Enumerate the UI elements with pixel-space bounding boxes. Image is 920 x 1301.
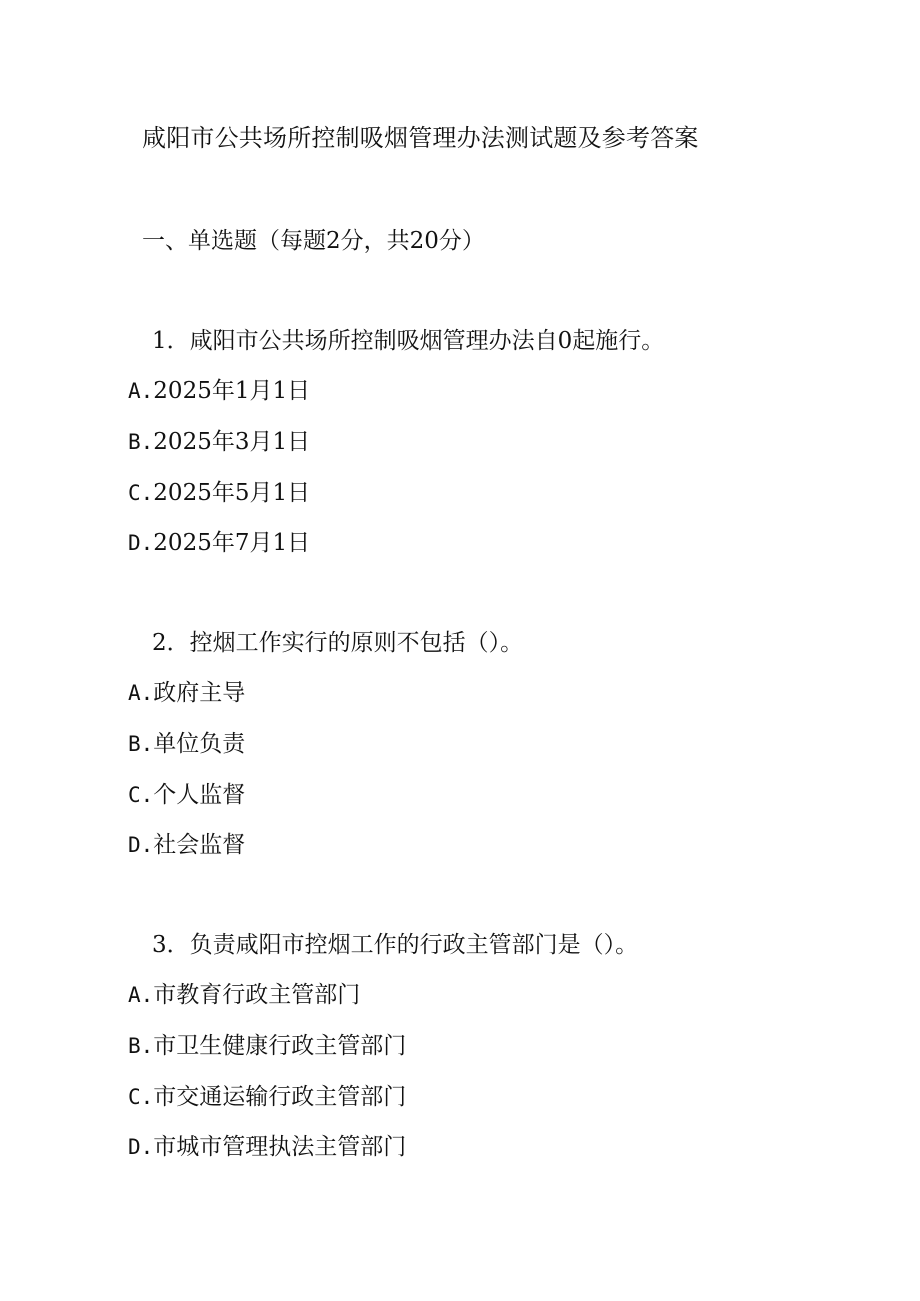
option-text: 社会监督 xyxy=(153,832,246,858)
option-text: 2025年1月1日 xyxy=(153,378,311,404)
option-letter: C. xyxy=(128,1085,154,1109)
option-text: 2025年5月1日 xyxy=(153,480,311,506)
option-b xyxy=(128,423,310,456)
option-letter: A. xyxy=(128,379,154,403)
option-text: 政府主导 xyxy=(153,680,246,706)
option-d xyxy=(128,1128,406,1161)
option-text: 单位负责 xyxy=(153,731,246,757)
question-stem: 3．负责咸阳市控烟工作的行政主管部门是（）。 xyxy=(152,932,639,958)
option-letter: B. xyxy=(128,430,154,454)
question-stem: 2．控烟工作实行的原则不包括（）。 xyxy=(152,630,524,656)
option-a xyxy=(128,976,360,1009)
question-stem: 1．咸阳市公共场所控制吸烟管理办法自0起施行。 xyxy=(152,328,665,354)
option-text: 2025年3月1日 xyxy=(153,429,311,455)
option-b xyxy=(128,725,245,758)
option-text: 市教育行政主管部门 xyxy=(153,982,361,1008)
option-letter: C. xyxy=(128,783,154,807)
option-text: 市城市管理执法主管部门 xyxy=(153,1134,407,1160)
section-heading: 一、单选题（每题2分，共20分） xyxy=(142,228,485,254)
option-d xyxy=(128,524,310,557)
option-c xyxy=(128,1078,406,1111)
option-text: 市卫生健康行政主管部门 xyxy=(153,1033,407,1059)
option-b xyxy=(128,1027,406,1060)
option-letter: A. xyxy=(128,983,154,1007)
option-letter: A. xyxy=(128,681,154,705)
option-c xyxy=(128,776,245,809)
option-c xyxy=(128,474,310,507)
document-title: 咸阳市公共场所控制吸烟管理办法测试题及参考答案 xyxy=(142,124,699,152)
option-letter: D. xyxy=(128,1135,154,1159)
option-a xyxy=(128,674,245,707)
option-letter: D. xyxy=(128,833,154,857)
option-letter: B. xyxy=(128,1034,154,1058)
option-text: 2025年7月1日 xyxy=(153,530,311,556)
option-text: 市交通运输行政主管部门 xyxy=(153,1084,407,1110)
option-text: 个人监督 xyxy=(153,782,246,808)
option-d xyxy=(128,826,245,859)
option-letter: C. xyxy=(128,481,154,505)
option-letter: D. xyxy=(128,531,154,555)
option-a xyxy=(128,372,310,405)
option-letter: B. xyxy=(128,732,154,756)
